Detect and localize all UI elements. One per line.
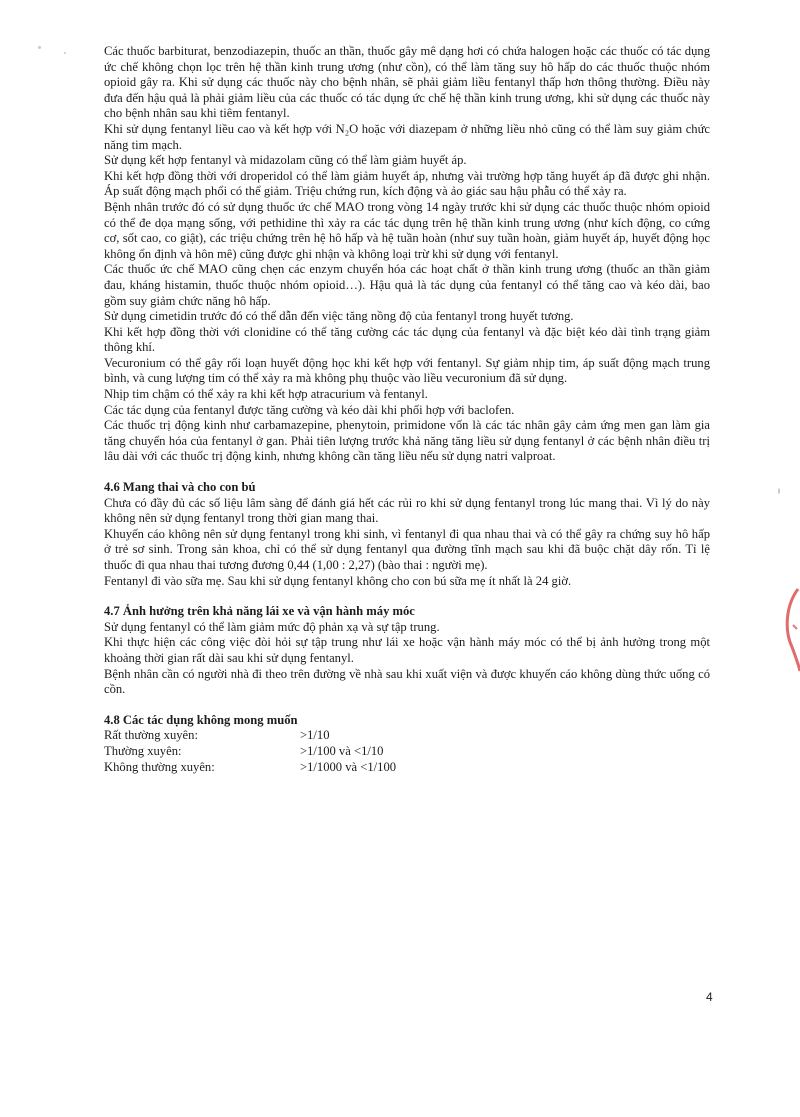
paragraph: Khuyến cáo không nên sử dụng fentanyl trong khi sinh, vì fentanyl đi qua nhau thai và có thể gây ra chứng suy hô hấp ở trẻ sơ sinh. Trong sản khoa, chỉ có thể sử dụng fentanyl qua đường tĩnh mạch sau khi đã buộc chặt dây rốn. Tỉ lệ thuốc đi qua nhau thai tương đương 0,44 (1,00 : 2,27) (bào thai : người mẹ).: [104, 526, 710, 572]
paragraph: Bệnh nhân cần có người nhà đi theo trên đường về nhà sau khi xuất viện và được khuyến cáo không dùng thức uống có cồn.: [104, 666, 710, 697]
frequency-label: Không thường xuyên:: [104, 759, 215, 774]
paragraph: Vecuronium có thể gây rối loạn huyết động học khi kết hợp với fentanyl. Sự giảm nhịp tim, áp suất động mạch trung bình, và cung lượng tim có thể xảy ra mà không phụ thuộc vào liều vecuronium đã sử dụng.: [104, 355, 710, 386]
paragraph: Các thuốc ức chế MAO cũng chẹn các enzym chuyển hóa các hoạt chất ở thần kinh trung ương (thuốc an thần giảm đau, kháng histamin, thuốc thuộc nhóm opioid…). Hậu quả là tác dụng của fentanyl có thể tăng cao và kéo dài, bao gồm suy giảm chức năng hô hấp.: [104, 262, 710, 308]
paragraph: Các thuốc barbiturat, benzodiazepin, thuốc an thần, thuốc gây mê dạng hơi có chứa halogen hoặc các thuốc có tác dụng ức chế không chọn lọc trên hệ thần kinh trung ương (như cồn), có thể làm tăng suy hô hấp do các thuốc thuộc nhóm opioid gây ra. Khi sử dụng các thuốc này cho bệnh nhân, sẽ phải giảm liều fentanyl thấp hơn thông thường. Điều này đưa đến hậu quả là phải giảm liều của các thuốc có tác dụng ức chế hệ thần kinh trung ương, khi sử dụng các thuốc này cho bệnh nhân sau khi tiêm fentanyl.: [104, 44, 710, 121]
section-heading-pregnancy: 4.6 Mang thai và cho con bú: [104, 480, 256, 495]
frequency-value: >1/100 và <1/10: [300, 743, 384, 758]
paragraph: Bệnh nhân trước đó có sử dụng thuốc ức chế MAO trong vòng 14 ngày trước khi sử dụng các thuốc thuộc nhóm opioid có thể đe dọa mạng sống, với pethidine thì xảy ra các tác dụng trên hệ thần kinh trung ương (như kích động, co cứng cơ, sốt cao, co giật), các triệu chứng trên hệ hô hấp và hệ tuần hoàn (như suy tuần hoàn, giảm huyết áp, huyết động học không ổn định và hôn mê) cũng được ghi nhận và không loại trừ khi sử dụng với fentanyl.: [104, 199, 710, 261]
paragraph: Các thuốc trị động kinh như carbamazepine, phenytoin, primidone vốn là các tác nhân gây cảm ứng men gan làm gia tăng chuyển hóa của fentanyl ở gan. Phải tiên lượng trước khả năng tăng liều sử dụng fentanyl ở các bệnh nhân điều trị lâu dài với các thuốc trị động kinh, nhưng không cần tăng liều nếu sử dụng natri valproat.: [104, 418, 710, 464]
frequency-label: Thường xuyên:: [104, 743, 182, 758]
frequency-row: [104, 760, 710, 776]
page-number: 4: [706, 990, 713, 1004]
paragraph: Sử dụng kết hợp fentanyl và midazolam cũng có thể làm giảm huyết áp.: [104, 153, 467, 168]
frequency-value: >1/1000 và <1/100: [300, 759, 397, 774]
paragraph: Nhịp tim chậm có thể xảy ra khi kết hợp atracurium và fentanyl.: [104, 387, 428, 402]
frequency-row: [104, 728, 710, 744]
paragraph: Chưa có đầy đủ các số liệu lâm sàng để đánh giá hết các rủi ro khi sử dụng fentanyl trong lúc mang thai. Vì lý do này không nên sử dụng fentanyl trong thời gian mang thai.: [104, 495, 710, 526]
stamp-edge-mark: [778, 585, 800, 675]
paragraph: Sử dụng fentanyl có thể làm giảm mức độ phản xạ và sự tập trung.: [104, 619, 440, 634]
scan-speck: [778, 488, 780, 494]
scan-speck: [64, 52, 66, 54]
paragraph: Khi thực hiện các công việc đòi hỏi sự tập trung như lái xe hoặc vận hành máy móc có thể bị ảnh hưởng trong một khoảng thời gian rất dài sau khi sử dụng fentanyl.: [104, 635, 710, 665]
paragraph: Khi kết hợp đồng thời với droperidol có thể làm giảm huyết áp, nhưng vài trường hợp tăng huyết áp đã được ghi nhận. Áp suất động mạch phổi có thể giảm. Triệu chứng run, kích động và ảo giác sau hậu phẫu có thể xảy ra.: [104, 168, 710, 199]
paragraph: Sử dụng cimetidin trước đó có thể dẫn đến việc tăng nồng độ của fentanyl trong huyết tương.: [104, 309, 574, 324]
frequency-label: Rất thường xuyên:: [104, 728, 198, 743]
paragraph: Khi sử dụng fentanyl liều cao và kết hợp với N₂O hoặc với diazepam ở những liều nhỏ cũng có thể làm suy giảm chức năng tim mạch.: [104, 121, 710, 152]
document-page: [104, 44, 710, 775]
paragraph: Khi kết hợp đồng thời với clonidine có thể tăng cường các tác dụng của fentanyl và đặc biệt kéo dài tình trạng giảm thông khí.: [104, 324, 710, 355]
frequency-row: [104, 744, 710, 760]
frequency-value: >1/10: [300, 728, 330, 743]
paragraph: Các tác dụng của fentanyl được tăng cường và kéo dài khi phối hợp với baclofen.: [104, 402, 515, 417]
paragraph: Fentanyl đi vào sữa mẹ. Sau khi sử dụng fentanyl không cho con bú sữa mẹ ít nhất là 24 giờ.: [104, 573, 572, 588]
section-heading-driving: 4.7 Ảnh hưởng trên khả năng lái xe và vận hành máy móc: [104, 604, 415, 619]
scan-speck: [38, 46, 41, 49]
section-heading-adverse-effects: 4.8 Các tác dụng không mong muốn: [104, 712, 298, 727]
